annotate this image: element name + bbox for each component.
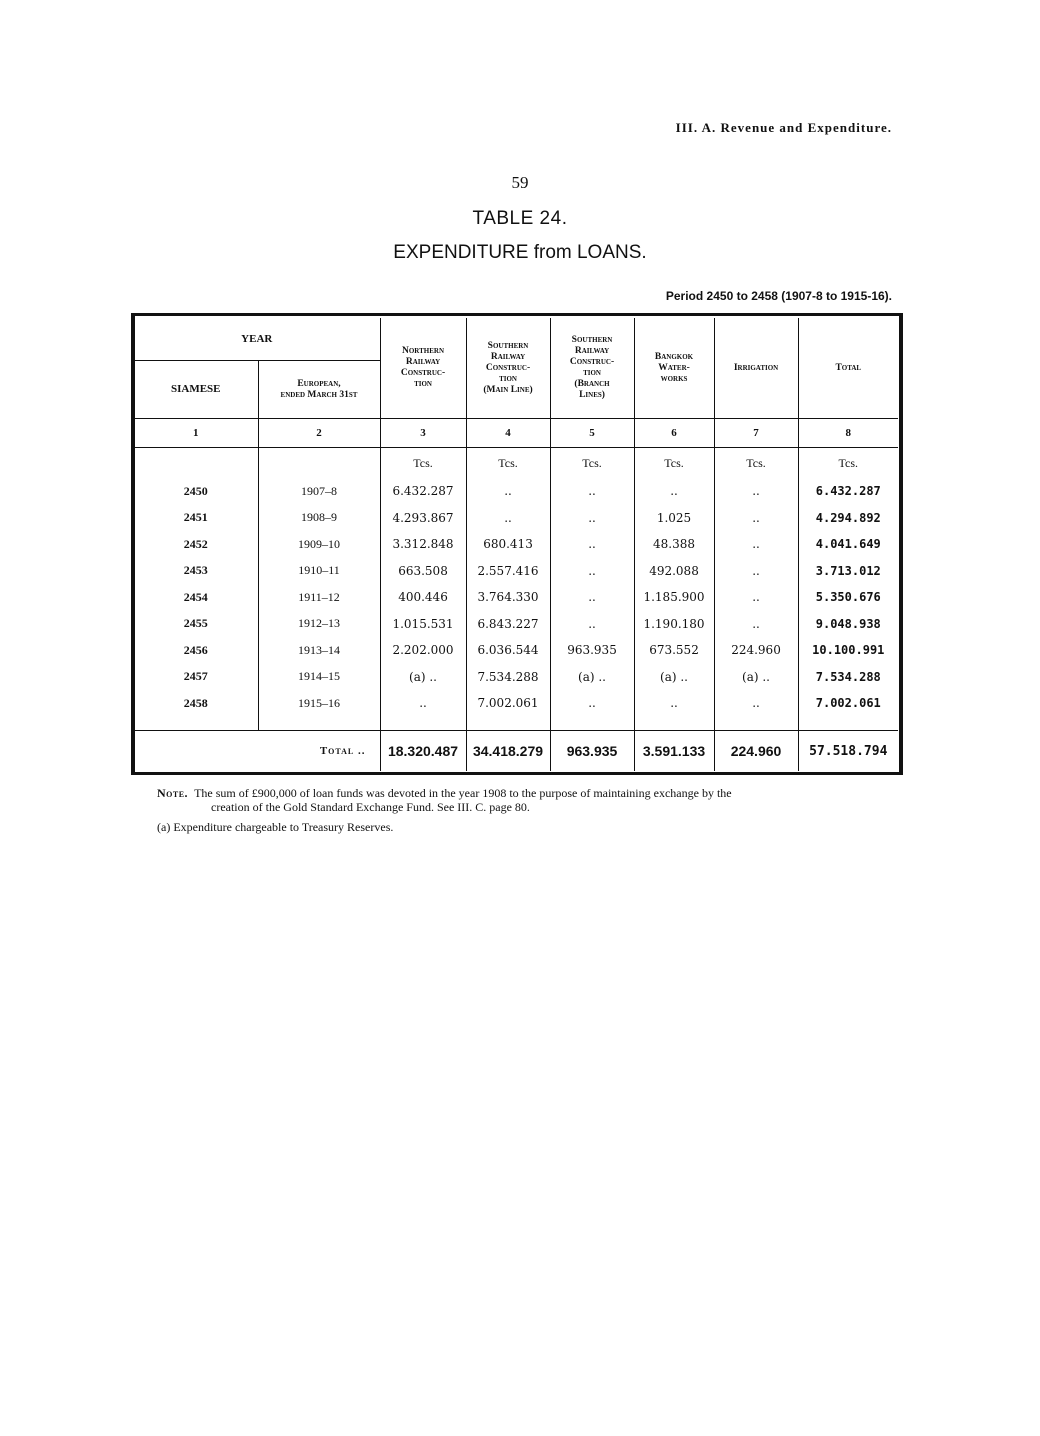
cell-bangkok: 673.552: [634, 637, 714, 664]
cell-total: 7.002.061: [815, 696, 881, 711]
total-grand: 57.518.794: [798, 731, 898, 772]
total-southern-branch: 963.935: [550, 731, 634, 772]
table-subtitle: EXPENDITURE from LOANS.: [393, 242, 647, 263]
cell-european: 1912–13: [258, 611, 380, 638]
cell-siamese: 2458: [134, 690, 258, 717]
cell-irrigation: ..: [714, 505, 798, 532]
cell-total: 9.048.938: [815, 616, 881, 631]
table-row: [134, 531, 898, 558]
cell-southern-branch: ..: [550, 531, 634, 558]
running-head: III. A. Revenue and Expenditure.: [675, 120, 892, 135]
cell-southern-main: 3.764.330: [466, 584, 550, 611]
cell-northern: 6.432.287: [380, 478, 466, 505]
unit-label: Tcs.: [550, 448, 634, 479]
note-line-1: [157, 786, 892, 800]
footnote: (a) Expenditure chargeable to Treasury Reserves.: [157, 820, 394, 834]
cell-southern-main: 6.843.227: [466, 611, 550, 638]
table-row: [134, 558, 898, 585]
header-european: European, ended March 31st: [258, 361, 380, 419]
cell-siamese: 2453: [134, 558, 258, 585]
table-row: [134, 584, 898, 611]
table-row: [134, 664, 898, 691]
header-year: YEAR: [134, 318, 380, 361]
cell-european: 1915–16: [258, 690, 380, 717]
cell-european: 1910–11: [258, 558, 380, 585]
cell-siamese: 2450: [134, 478, 258, 505]
table-row: [134, 637, 898, 664]
cell-northern: ..: [380, 690, 466, 717]
cell-southern-branch: ..: [550, 558, 634, 585]
header-siamese: SIAMESE: [134, 361, 258, 419]
cell-siamese: 2457: [134, 664, 258, 691]
column-number-row: [134, 419, 898, 448]
cell-irrigation: ..: [714, 558, 798, 585]
cell-bangkok: 48.388: [634, 531, 714, 558]
cell-southern-main: 680.413: [466, 531, 550, 558]
unit-label: Tcs.: [380, 448, 466, 479]
cell-irrigation: ..: [714, 478, 798, 505]
cell-bangkok: ..: [634, 478, 714, 505]
cell-northern: 3.312.848: [380, 531, 466, 558]
column-number: 2: [258, 419, 380, 448]
total-irrigation: 224.960: [714, 731, 798, 772]
column-number: 5: [550, 419, 634, 448]
cell-bangkok: 1.025: [634, 505, 714, 532]
cell-southern-main: 7.002.061: [466, 690, 550, 717]
cell-european: 1907–8: [258, 478, 380, 505]
cell-european: 1908–9: [258, 505, 380, 532]
cell-total: 7.534.288: [815, 669, 881, 684]
page-number: 59: [511, 173, 529, 192]
unit-row: [134, 448, 898, 479]
total-row: [134, 731, 898, 772]
cell-siamese: 2452: [134, 531, 258, 558]
table-row: [134, 611, 898, 638]
column-number: 3: [380, 419, 466, 448]
cell-southern-branch: ..: [550, 478, 634, 505]
cell-siamese: 2451: [134, 505, 258, 532]
note: [157, 786, 892, 814]
total-label: Total ..: [134, 731, 380, 772]
table-row: [134, 505, 898, 532]
table-row: [134, 690, 898, 717]
cell-southern-branch: ..: [550, 505, 634, 532]
unit-label: Tcs.: [634, 448, 714, 479]
column-number: 1: [134, 419, 258, 448]
cell-irrigation: 224.960: [714, 637, 798, 664]
total-bangkok: 3.591.133: [634, 731, 714, 772]
cell-irrigation: ..: [714, 584, 798, 611]
cell-bangkok: 492.088: [634, 558, 714, 585]
cell-siamese: 2456: [134, 637, 258, 664]
unit-label: Tcs.: [466, 448, 550, 479]
cell-northern: 663.508: [380, 558, 466, 585]
header-bangkok: Bangkok Water- works: [634, 318, 714, 419]
cell-southern-main: 2.557.416: [466, 558, 550, 585]
table-row: [134, 478, 898, 505]
cell-total: 5.350.676: [815, 590, 881, 605]
note-label: Note.: [157, 786, 189, 800]
cell-southern-main: ..: [466, 478, 550, 505]
column-number: 7: [714, 419, 798, 448]
cell-total: 3.713.012: [815, 563, 881, 578]
header-irrigation: Irrigation: [714, 318, 798, 419]
header-southern-branch: Southern Railway Construc- tion (Branch Lines): [550, 318, 634, 419]
unit-label: Tcs.: [838, 455, 859, 470]
cell-southern-branch: 963.935: [550, 637, 634, 664]
cell-southern-main: 7.534.288: [466, 664, 550, 691]
column-number: 6: [634, 419, 714, 448]
cell-bangkok: ..: [634, 690, 714, 717]
column-number: 8: [798, 419, 898, 448]
cell-european: 1911–12: [258, 584, 380, 611]
cell-northern: 2.202.000: [380, 637, 466, 664]
cell-siamese: 2454: [134, 584, 258, 611]
unit-label: Tcs.: [714, 448, 798, 479]
cell-northern: 400.446: [380, 584, 466, 611]
cell-southern-branch: ..: [550, 690, 634, 717]
cell-irrigation: (a) ..: [714, 664, 798, 691]
cell-bangkok: 1.190.180: [634, 611, 714, 638]
cell-siamese: 2455: [134, 611, 258, 638]
cell-european: 1909–10: [258, 531, 380, 558]
cell-southern-branch: ..: [550, 611, 634, 638]
header-southern-main: Southern Railway Construc- tion (Main Line): [466, 318, 550, 419]
cell-southern-main: 6.036.544: [466, 637, 550, 664]
cell-bangkok: (a) ..: [634, 664, 714, 691]
cell-southern-branch: (a) ..: [550, 664, 634, 691]
cell-irrigation: ..: [714, 690, 798, 717]
cell-total: 4.041.649: [815, 537, 881, 552]
cell-total: 6.432.287: [815, 484, 881, 499]
cell-european: 1913–14: [258, 637, 380, 664]
cell-irrigation: ..: [714, 531, 798, 558]
cell-european: 1914–15: [258, 664, 380, 691]
note-text-2: creation of the Gold Standard Exchange Fund. See III. C. page 80.: [211, 800, 530, 814]
cell-irrigation: ..: [714, 611, 798, 638]
cell-northern: 4.293.867: [380, 505, 466, 532]
period-caption: Period 2450 to 2458 (1907-8 to 1915-16).: [665, 289, 892, 303]
cell-northern: 1.015.531: [380, 611, 466, 638]
cell-bangkok: 1.185.900: [634, 584, 714, 611]
column-number: 4: [466, 419, 550, 448]
header-total: Total: [835, 362, 862, 373]
expenditure-table: [134, 318, 898, 771]
cell-northern: (a) ..: [380, 664, 466, 691]
total-southern-main: 34.418.279: [466, 731, 550, 772]
total-northern: 18.320.487: [380, 731, 466, 772]
cell-southern-branch: ..: [550, 584, 634, 611]
header-northern: Northern Railway Construc- tion: [380, 318, 466, 419]
cell-southern-main: ..: [466, 505, 550, 532]
cell-total: 4.294.892: [815, 510, 881, 525]
cell-total: 10.100.991: [812, 643, 885, 658]
note-text-1: The sum of £900,000 of loan funds was devoted in the year 1908 to the purpose of maintaining exchange by the: [194, 786, 732, 800]
table-title: TABLE 24.: [472, 208, 568, 229]
